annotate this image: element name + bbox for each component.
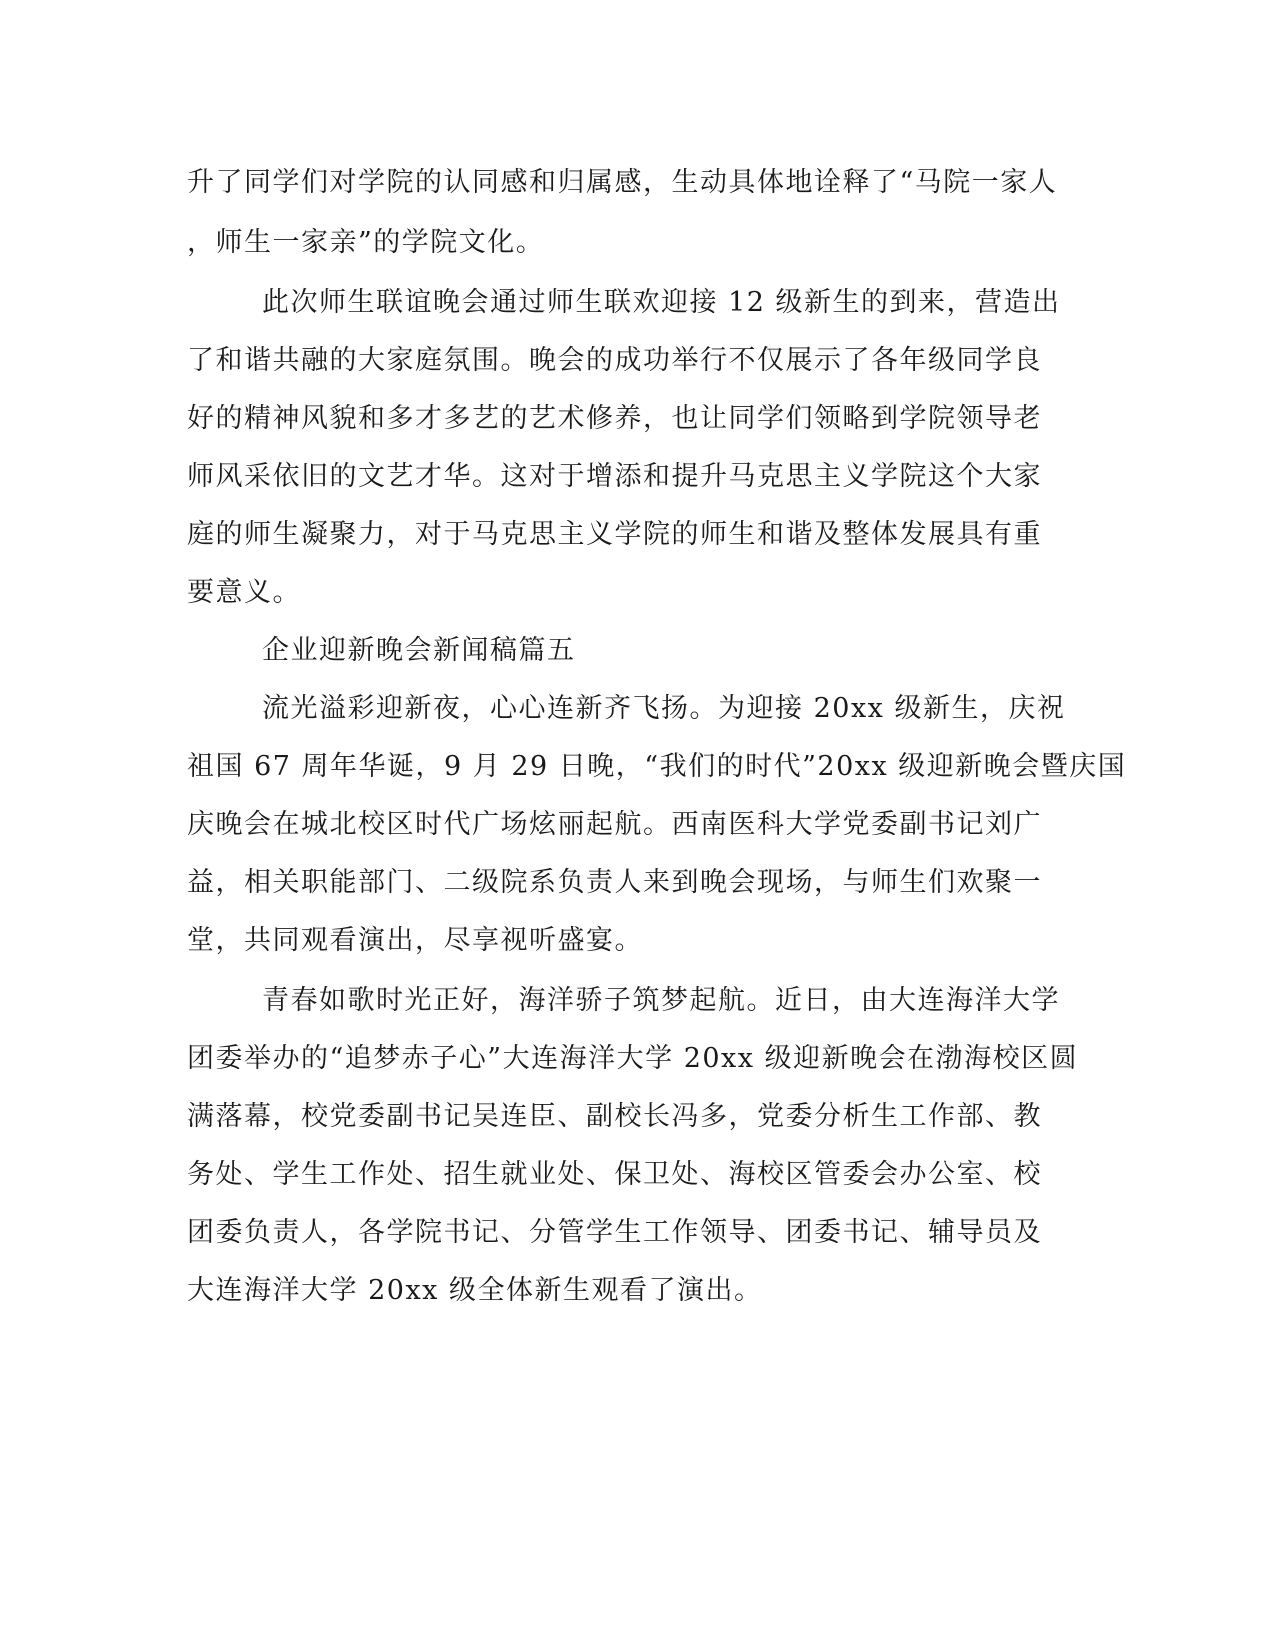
text-line: 升了同学们对学院的认同感和归属感，生动具体地诠释了“马院一家人 <box>187 167 1058 198</box>
text-line: 要意义。 <box>187 577 301 608</box>
text-line: 庭的师生凝聚力，对于马克思主义学院的师生和谐及整体发展具有重 <box>187 519 1042 550</box>
section-heading: 企业迎新晚会新闻稿篇五 <box>262 635 576 666</box>
text-line: 团委负责人，各学院书记、分管学生工作领导、团委书记、辅导员及 <box>187 1217 1042 1248</box>
text-line: 大连海洋大学 20xx 级全体新生观看了演出。 <box>187 1275 763 1306</box>
text-line: 团委举办的“追梦赤子心”大连海洋大学 20xx 级迎新晚会在渤海校区圆 <box>187 1043 1079 1074</box>
paragraph-first-line: 流光溢彩迎新夜，心心连新齐飞扬。为迎接 20xx 级新生，庆祝 <box>262 693 1066 724</box>
text-line: 堂，共同观看演出，尽享视听盛宴。 <box>187 925 643 956</box>
text-line: ，师生一家亲”的学院文化。 <box>187 227 545 258</box>
text-line: 了和谐共融的大家庭氛围。晚会的成功举行不仅展示了各年级同学良 <box>187 345 1042 376</box>
text-line: 师风采依旧的文艺才华。这对于增添和提升马克思主义学院这个大家 <box>187 461 1042 492</box>
text-line: 好的精神风貌和多才多艺的艺术修养，也让同学们领略到学院领导老 <box>187 403 1042 434</box>
text-line: 务处、学生工作处、招生就业处、保卫处、海校区管委会办公室、校 <box>187 1159 1042 1190</box>
paragraph-first-line: 此次师生联谊晚会通过师生联欢迎接 12 级新生的到来，营造出 <box>262 287 1061 318</box>
text-line: 庆晚会在城北校区时代广场炫丽起航。西南医科大学党委副书记刘广 <box>187 809 1042 840</box>
text-line: 祖国 67 周年华诞，9 月 29 日晚，“我们的时代”20xx 级迎新晚会暨庆国 <box>187 751 1127 782</box>
text-line: 满落幕，校党委副书记吴连臣、副校长冯多，党委分析生工作部、教 <box>187 1101 1042 1132</box>
paragraph-first-line: 青春如歌时光正好，海洋骄子筑梦起航。近日，由大连海洋大学 <box>262 985 1060 1016</box>
text-line: 益，相关职能部门、二级院系负责人来到晚会现场，与师生们欢聚一 <box>187 867 1042 898</box>
